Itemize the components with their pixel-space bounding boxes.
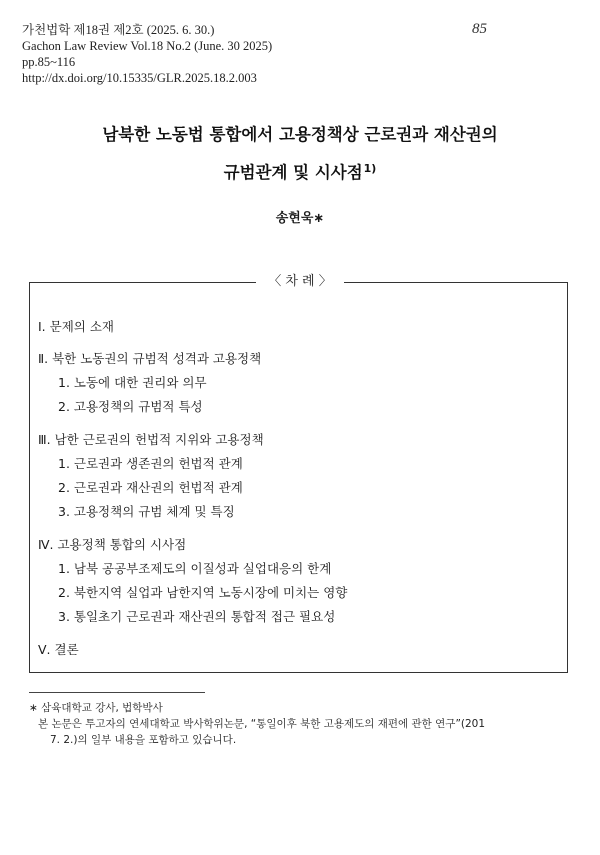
toc-subitem: 2. 근로권과 재산권의 헌법적 관계 — [58, 480, 243, 495]
journal-korean: 가천법학 제18권 제2호 (2025. 6. 30.) — [22, 23, 215, 37]
toc-subitem: 1. 노동에 대한 권리와 의무 — [58, 375, 207, 390]
toc-subitem: 1. 남북 공공부조제도의 이질성과 실업대응의 한계 — [58, 561, 332, 576]
toc-heading — [0, 271, 600, 293]
title-line-1: 남북한 노동법 통합에서 고용정책상 근로권과 재산권의 — [102, 125, 498, 144]
toc-subitem: 1. 근로권과 생존권의 헌법적 관계 — [58, 456, 243, 471]
page-number: 85 — [472, 21, 487, 37]
toc-item: Ⅴ. 결론 — [38, 642, 79, 657]
title-footnote-ref[interactable]: 1) — [363, 162, 377, 175]
title-line-2 — [0, 159, 600, 183]
journal-pages: pp.85~116 — [22, 55, 76, 69]
toc-item: Ⅱ. 북한 노동권의 규범적 성격과 고용정책 — [38, 351, 262, 366]
toc-subitem: 2. 고용정책의 규범적 특성 — [58, 399, 203, 414]
title-line-2-text: 규범관계 및 시사점 — [223, 163, 363, 182]
journal-info — [22, 22, 272, 86]
footnote-source-line-1: 본 논문은 투고자의 연세대학교 박사학위논문, “통일이후 북한 고용제도의 재편에 관한 연구”(201 — [38, 718, 486, 730]
journal-english: Gachon Law Review Vol.18 No.2 (June. 30 2025) — [22, 39, 273, 53]
toc-item: Ⅲ. 남한 근로권의 헌법적 지위와 고용정책 — [38, 432, 264, 447]
toc-subitem: 3. 고용정책의 규범 체계 및 특징 — [58, 504, 235, 519]
toc-item: Ⅰ. 문제의 소재 — [38, 319, 114, 334]
toc-subitem: 3. 통일초기 근로권과 재산권의 통합적 접근 필요성 — [58, 609, 336, 624]
footnote-author: ∗ 삼육대학교 강사, 법학박사 — [29, 702, 163, 714]
toc-heading-text: 〈 차 례 〉 — [256, 274, 344, 289]
footnote-divider — [29, 692, 205, 693]
toc-subitem: 2. 북한지역 실업과 남한지역 노동시장에 미치는 영향 — [58, 585, 348, 600]
author-name: 송현욱∗ — [275, 211, 325, 226]
toc-item: Ⅳ. 고용정책 통합의 시사점 — [38, 537, 187, 552]
journal-doi-link[interactable]: http://dx.doi.org/10.15335/GLR.2025.18.2.003 — [22, 71, 257, 85]
footnote-source-line-2: 7. 2.)의 일부 내용을 포함하고 있습니다. — [50, 734, 237, 746]
